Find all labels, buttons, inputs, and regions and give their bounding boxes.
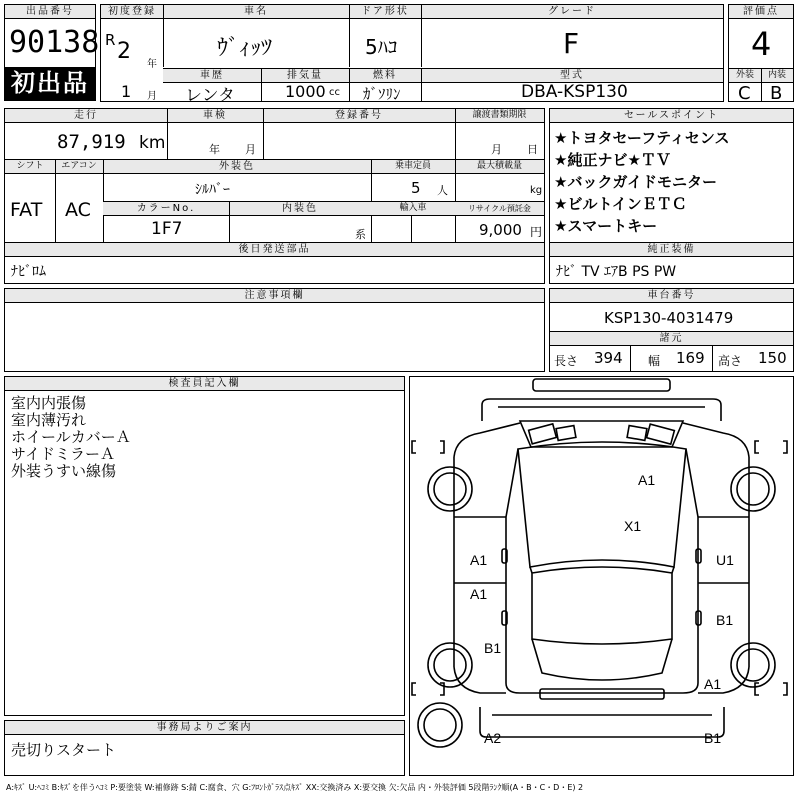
model-code: DBA-KSP130 [521, 82, 628, 102]
transfer-header: 譲渡書類期限 [455, 109, 544, 123]
notes-header: 注意事項欄 [5, 289, 544, 303]
sales-point-item: ★ビルトインＥＴＣ [554, 195, 687, 213]
sales-points-list [554, 127, 729, 237]
reg-era: R [105, 31, 116, 49]
inspector-note: 室内薄汚れ [11, 411, 87, 429]
interior-grade: B [770, 83, 783, 104]
transfer-month-unit: 月 [491, 143, 502, 156]
fuel: ｶﾞｿﾘﾝ [363, 85, 401, 103]
interior-grade-header: 内装 [761, 69, 793, 83]
sales-points-box [549, 108, 794, 284]
later-parts-header: 後日発送部品 [5, 243, 544, 257]
reg-month-unit: 月 [147, 91, 157, 102]
load-header: 最大積載量 [455, 160, 544, 174]
grade-header: グレード [421, 5, 723, 19]
length-label: 長さ [554, 354, 579, 368]
inspector-box [4, 376, 405, 716]
displacement-header: 排気量 [261, 69, 349, 83]
office-header: 事務局よりご案内 [5, 721, 404, 735]
shift-header: シフト [5, 160, 55, 174]
genuine-header: 純正装備 [550, 243, 793, 257]
damage-mark: A1 [704, 676, 722, 692]
displacement: 1000 [285, 82, 326, 101]
inspector-notes [11, 395, 131, 480]
damage-diagram [409, 376, 794, 776]
regno-header: 登録番号 [263, 109, 455, 123]
sales-points-header: セールスポイント [550, 109, 793, 123]
first-listing-badge [4, 67, 96, 101]
score-header: 評価点 [729, 5, 793, 19]
mileage-unit: km [139, 133, 166, 153]
lot-number-header: 出品番号 [5, 5, 95, 19]
inspector-note: ホイールカバーＡ [11, 428, 131, 446]
width-label: 幅 [648, 354, 661, 368]
door-header: ドア形状 [349, 5, 421, 19]
history-header: 車歴 [163, 69, 261, 83]
notes-box [4, 288, 545, 372]
damage-mark: A2 [484, 730, 502, 746]
car-name-header: 車名 [163, 5, 349, 19]
mileage: 87,919 [57, 131, 126, 153]
fuel-header: 燃料 [349, 69, 421, 83]
damage-mark: X1 [624, 518, 642, 534]
mileage-header: 走行 [5, 109, 167, 123]
vehicle-summary [100, 4, 724, 106]
ext-color-header: 外装色 [103, 160, 371, 174]
height-label: 高さ [718, 354, 743, 368]
ext-color: ｼﾙﾊﾞｰ [195, 182, 230, 198]
lot-number: 90138 [9, 25, 100, 60]
score-box [728, 4, 794, 102]
later-parts: ﾅﾋﾞﾛﾑ [11, 264, 46, 280]
inspector-note: 室内内張傷 [11, 394, 87, 412]
inspector-note: サイドミラーＡ [11, 445, 115, 463]
int-color-header: 内装色 [229, 202, 371, 216]
recycle-amount: 9,000 [479, 221, 522, 239]
sales-point-item: ★純正ナビ★ＴＶ [554, 151, 671, 169]
transfer-day-unit: 日 [527, 143, 538, 156]
int-color-unit: 系 [355, 228, 366, 241]
damage-mark: B1 [716, 612, 734, 628]
office-box [4, 720, 405, 776]
sales-point-item: ★バックガイドモニター [554, 173, 717, 191]
car-name: ｳﾞｨｯﾂ [217, 36, 273, 61]
load-unit: kg [530, 185, 543, 196]
inspector-header: 検査員記入欄 [5, 377, 404, 391]
dims-header: 諸元 [550, 332, 793, 346]
chassis-header: 車台番号 [550, 289, 793, 303]
vehicle-history: レンタ [185, 86, 235, 106]
inspection-month-unit: 月 [245, 143, 256, 156]
color-no-header: カラーNo. [103, 202, 229, 216]
reg-year: 2 [117, 39, 131, 64]
damage-mark: A1 [470, 552, 488, 568]
car-outline-diagram [410, 377, 793, 775]
capacity-unit: 人 [437, 184, 448, 197]
color-no: 1F7 [151, 219, 183, 239]
model-header: 型式 [421, 69, 723, 83]
inspection-year-unit: 年 [209, 143, 220, 156]
damage-mark: B1 [704, 730, 722, 746]
score: 4 [751, 25, 772, 63]
length: 394 [594, 349, 623, 367]
damage-mark: A1 [470, 586, 488, 602]
door-type: 5ﾊｺ [365, 35, 398, 59]
sales-point-item: ★スマートキー [554, 217, 658, 235]
capacity: 5 [411, 179, 421, 197]
inspector-note: 外装うすい線傷 [11, 462, 117, 480]
inspection-header: 車検 [167, 109, 263, 123]
reg-year-unit: 年 [147, 59, 157, 70]
exterior-grade: C [738, 83, 751, 104]
recycle-header: リサイクル預託金 [455, 202, 544, 216]
displacement-unit: cc [329, 87, 340, 98]
capacity-header: 乗車定員 [371, 160, 455, 174]
damage-mark: U1 [716, 552, 734, 568]
details-table [4, 108, 545, 284]
reg-month: 1 [121, 82, 132, 101]
damage-mark: A1 [638, 472, 656, 488]
shift: FAT [10, 199, 43, 221]
office-message: 売切りスタート [11, 741, 117, 759]
first-listing-label: 初出品 [11, 69, 89, 97]
width: 169 [676, 349, 705, 367]
exterior-grade-header: 外装 [729, 69, 761, 83]
lot-number-box [4, 4, 100, 68]
chassis-box [549, 288, 794, 372]
ac: AC [65, 199, 91, 221]
genuine-equipment: ﾅﾋﾞ TV ｴｱB PS PW [556, 264, 677, 280]
import-header: 輸入車 [371, 202, 455, 216]
height: 150 [758, 349, 787, 367]
grade: F [563, 27, 580, 60]
damage-legend: A:ｷｽﾞ U:ﾍｺﾐ B:ｷｽﾞを伴うﾍｺﾐ P:要塗装 W:補修跡 S:錆 C:腐食、穴 G:ﾌﾛﾝﾄｶﾞﾗｽ点ｷｽﾞ XX:交換済み X:要交換 欠:欠品 内・外装評価 5段階ﾗﾝｸ順(A・B・C・D・E) 2 [6, 783, 584, 792]
ac-header: エアコン [55, 160, 103, 174]
recycle-unit: 円 [530, 225, 543, 239]
chassis-number: KSP130-4031479 [604, 309, 734, 327]
sales-point-item: ★トヨタセーフティセンス [554, 129, 730, 147]
damage-mark: B1 [484, 640, 502, 656]
reg-header: 初度登録 [101, 5, 163, 19]
